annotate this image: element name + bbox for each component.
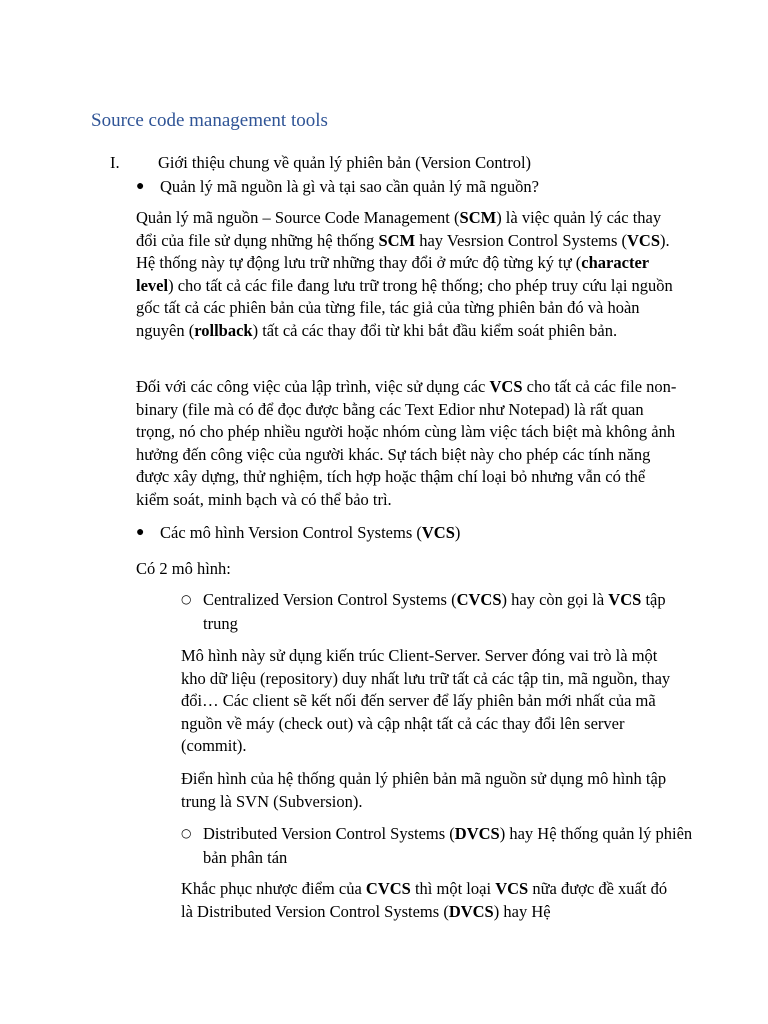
- bullet-item: [136, 177, 539, 197]
- paragraph: Quản lý mã nguồn – Source Code Management (SCM) là việc quản lý các thay đổi của file sử dụng những hệ thống SCM hay Vesrsion Control Systems (VCS). Hệ thống này tự động lưu trữ những thay đổi ở mức độ từng ký tự (character level) cho tất cả các file đang lưu trữ trong hệ thống; cho phép truy cứu lại nguồn gốc tất cả các phiên bản của từng file, tác giả của từng phiên bản đó và hoàn nguyên (rollback) tất cả các thay đổi từ khi bắt đầu kiểm soát phiên bản.: [136, 208, 673, 340]
- paragraph: Đối với các công việc của lập trình, việc sử dụng các VCS cho tất cả các file non-binary (file mà có để đọc được bằng các Text Edior như Notepad) là rất quan trọng, nó cho phép nhiều người hoặc nhóm cùng làm việc tách biệt mà không ảnh hưởng đến công việc của người khác. Sự tách biệt này cho phép các tính năng được xây dựng, thử nghiệm, tích hợp hoặc thậm chí loại bỏ nhưng vẫn có thể kiểm soát, minh bạch và có thể bảo trì.: [136, 377, 677, 509]
- sub-bullet-text: Centralized Version Control Systems (CVCS) hay còn gọi là VCS tập trung: [203, 590, 666, 633]
- circle-bullet-icon: ○: [181, 592, 192, 606]
- section-heading: [110, 153, 531, 173]
- paragraph: Có 2 mô hình:: [136, 559, 231, 578]
- bullet-text: Quản lý mã nguồn là gì và tại sao cần quản lý mã nguồn?: [160, 177, 539, 196]
- sub-bullet-text: Distributed Version Control Systems (DVCS) hay Hệ thống quản lý phiên bản phân tán: [203, 824, 693, 867]
- bullet-text: Các mô hình Version Control Systems (VCS): [160, 523, 461, 542]
- bullet-dot-icon: ●: [136, 179, 145, 194]
- paragraph: Khắc phục nhược điểm của CVCS thì một loại VCS nữa được đề xuất đó là Distributed Version Control Systems (DVCS) hay Hệ: [181, 879, 668, 921]
- section-title: Giới thiệu chung về quản lý phiên bản (Version Control): [158, 153, 532, 172]
- paragraph: Mô hình này sử dụng kiến trúc Client-Server. Server đóng vai trò là một kho dữ liệu (repository) duy nhất lưu trữ tất cả các tập tin, mã nguồn, thay đổi… Các client sẽ kết nối đến server để lấy phiên bản mới nhất của mã nguồn về máy (check out) và cập nhật tất cả các thay đổi lên server (commit).: [181, 646, 671, 756]
- section-number: I.: [110, 153, 120, 172]
- document-title: Source code management tools: [91, 110, 328, 131]
- circle-bullet-icon: ○: [181, 826, 192, 840]
- paragraph: Điển hình của hệ thống quản lý phiên bản mã nguồn sử dụng mô hình tập trung là SVN (Subversion).: [181, 769, 667, 811]
- bullet-item: [136, 523, 460, 543]
- bullet-dot-icon: ●: [136, 525, 145, 540]
- sub-bullet-item: [181, 588, 701, 636]
- sub-bullet-item: [181, 822, 701, 870]
